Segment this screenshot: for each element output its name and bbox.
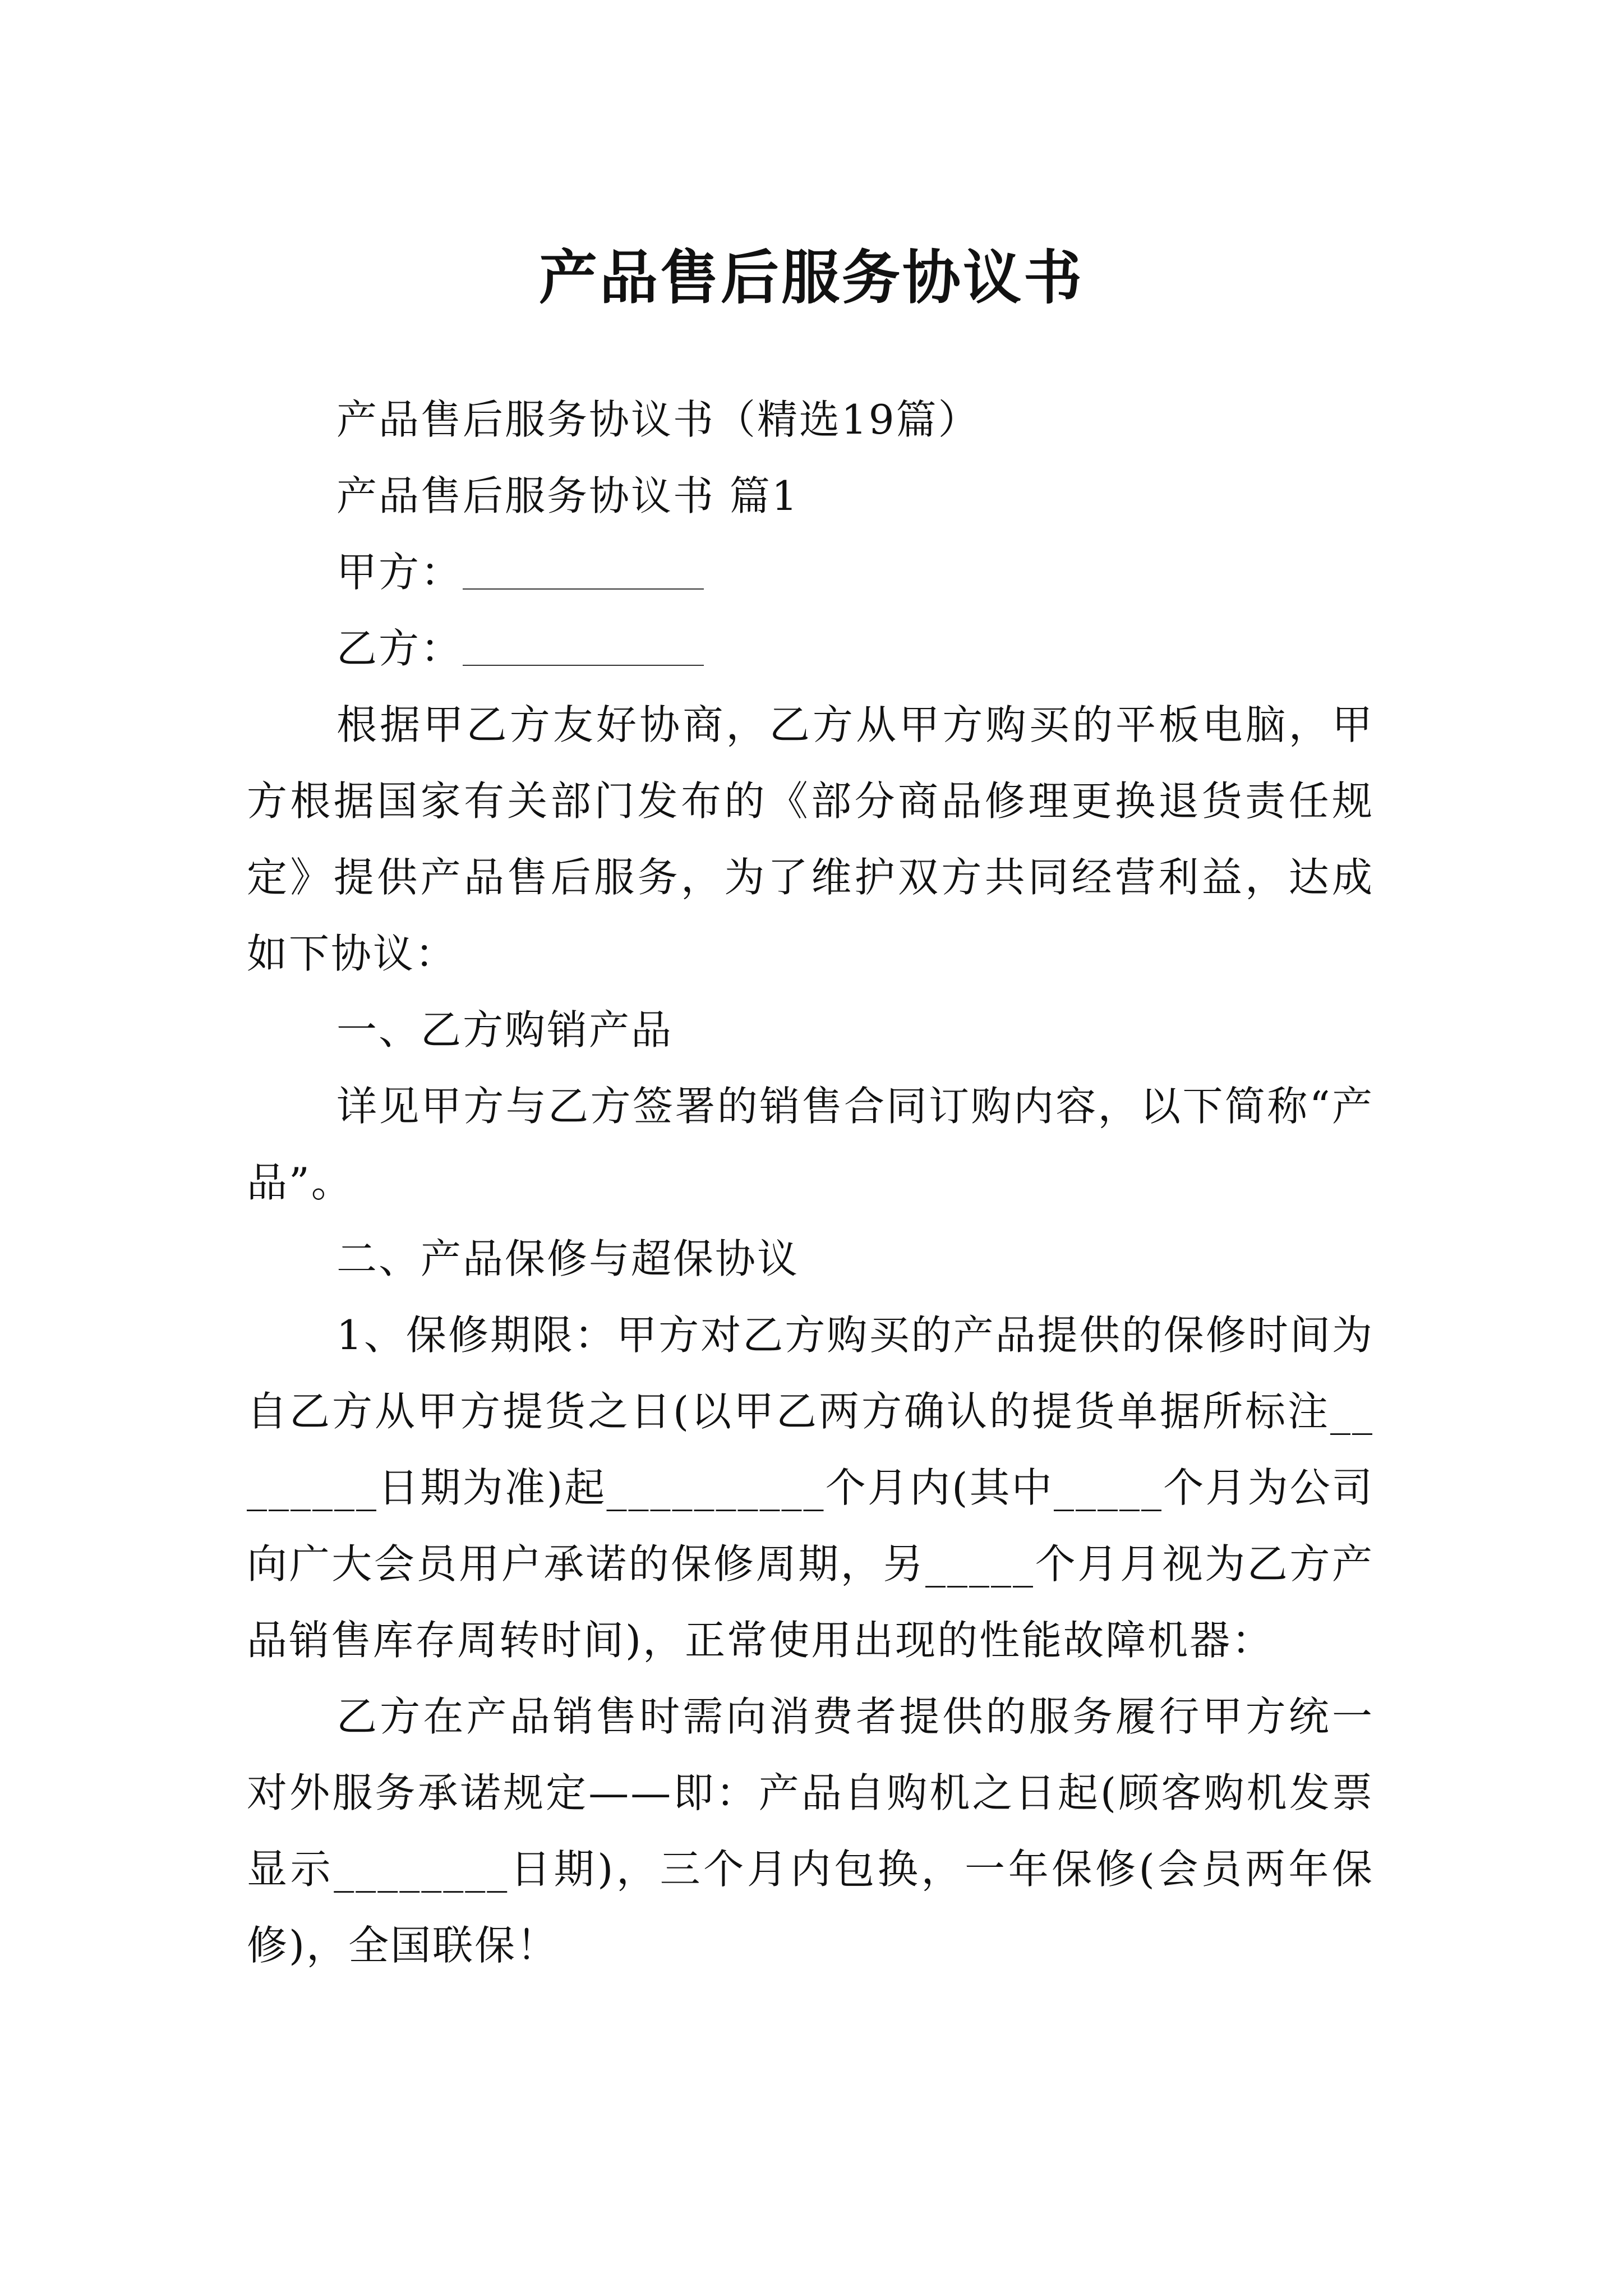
paragraph-warranty-period: 1、保修期限：甲方对乙方购买的产品提供的保修时间为自乙方从甲方提货之日(以甲乙两方确认的提货单据所标注________日期为准)起__________个月内(其中_____个月为公司向广大会员用户承诺的保修周期，另_____个月月视为乙方产品销售库存周转时间)，正常使用出现的性能故障机器：	[247, 1312, 1374, 1664]
paragraph-product-details: 详见甲方与乙方签署的销售合同订购内容，以下简称“产品”。	[247, 1083, 1374, 1206]
heading-warranty-agreement: 二、产品保修与超保协议	[336, 1235, 800, 1282]
party-b-label: 乙方：	[336, 625, 463, 672]
party-a-label: 甲方：	[336, 549, 463, 596]
document-body	[247, 381, 1374, 1984]
party-b-blank	[463, 631, 704, 666]
party-b-line	[247, 610, 1374, 687]
paragraph-intro: 根据甲乙方友好协商，乙方从甲方购买的平板电脑，甲方根据国家有关部门发布的《部分商品修理更换退货责任规定》提供产品售后服务，为了维护双方共同经营利益，达成如下协议：	[247, 701, 1374, 977]
document-subtitle: 产品售后服务协议书（精选19篇）	[336, 396, 980, 443]
heading-product-purchase: 一、乙方购销产品	[336, 1006, 674, 1053]
document-title: 产品售后服务协议书	[538, 242, 1084, 312]
party-a-line	[247, 534, 1374, 610]
paragraph-service-promise: 乙方在产品销售时需向消费者提供的服务履行甲方统一对外服务承诺规定——即：产品自购机之日起(顾客购机发票显示________日期)，三个月内包换，一年保修(会员两年保修)，全国联保！	[247, 1693, 1374, 1969]
section-heading: 产品售后服务协议书 篇1	[336, 472, 799, 519]
party-a-blank	[463, 555, 704, 590]
